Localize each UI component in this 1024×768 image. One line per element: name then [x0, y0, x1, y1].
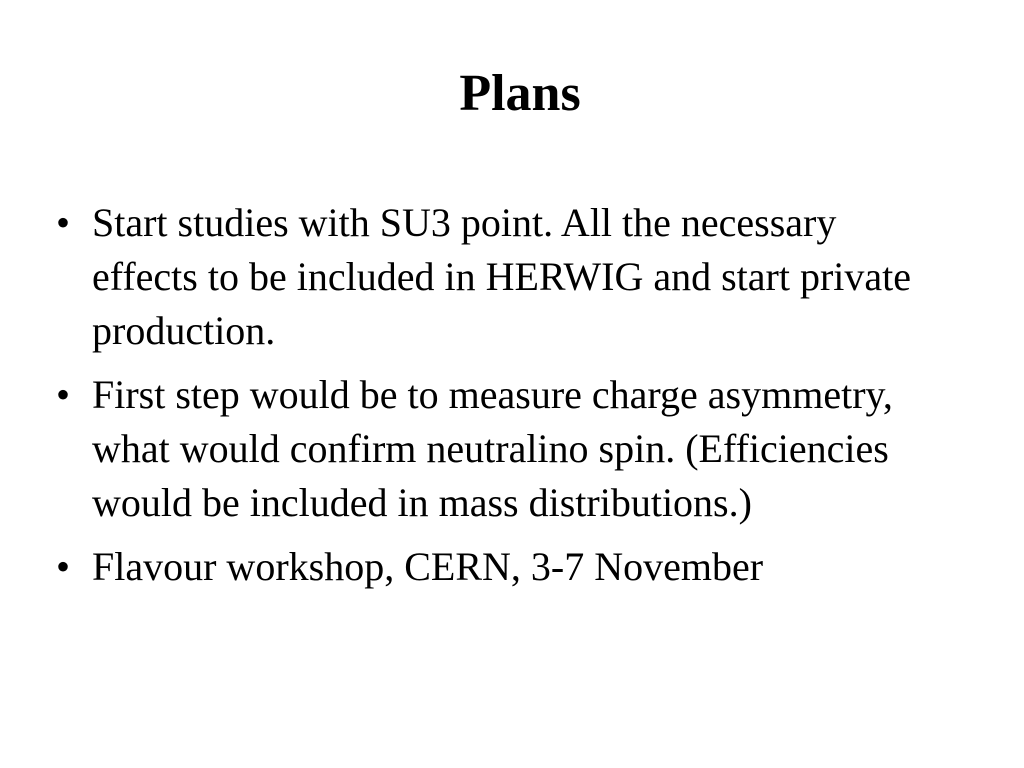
bullet-text: Start studies with SU3 point. All the necessary effects to be included in HERWIG and start private production.	[92, 200, 912, 353]
bullet-icon: •	[56, 372, 71, 417]
bullet-item	[52, 196, 952, 358]
bullet-list	[52, 196, 952, 604]
bullet-text: Flavour workshop, CERN, 3-7 November	[92, 544, 764, 589]
bullet-icon: •	[56, 200, 71, 245]
slide-title: Plans	[459, 65, 581, 122]
bullet-text: First step would be to measure charge asymmetry, what would confirm neutralino spin. (Efficiencies would be included in mass distributions.)	[92, 372, 893, 525]
bullet-item	[52, 540, 952, 594]
bullet-icon: •	[56, 544, 71, 589]
bullet-item	[52, 368, 952, 530]
